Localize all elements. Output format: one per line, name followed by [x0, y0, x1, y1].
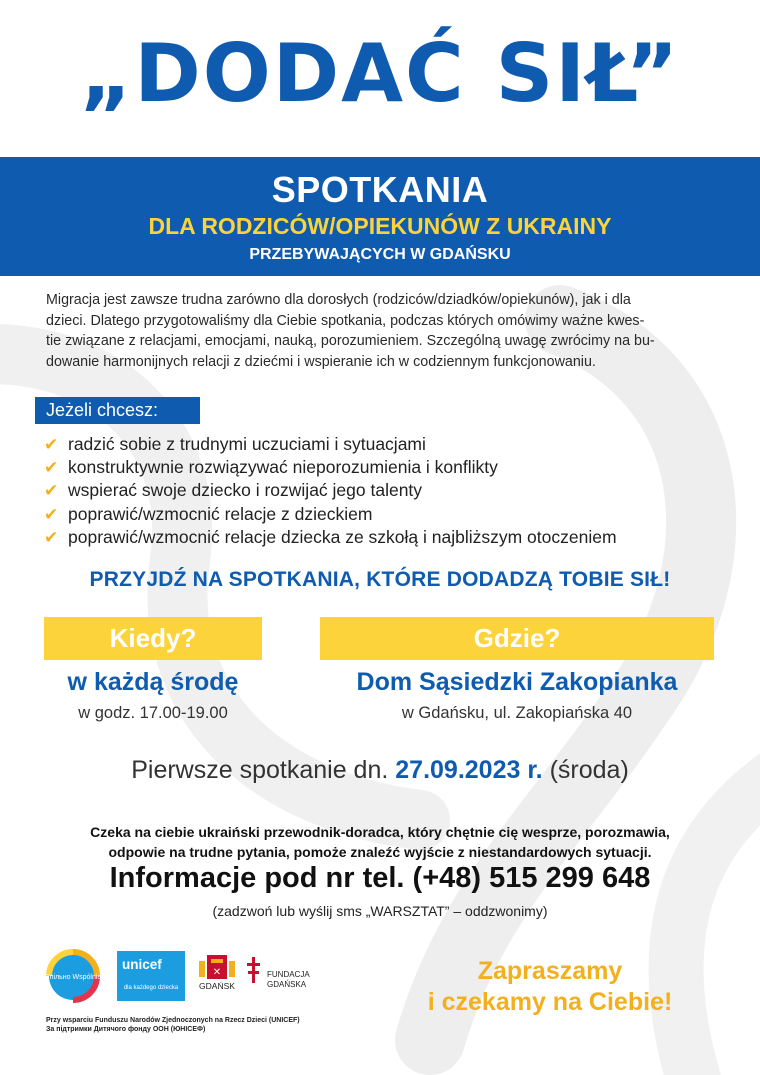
support-credit — [46, 1016, 346, 1034]
svg-text:✕: ✕ — [212, 967, 222, 978]
support-line: Przy wsparciu Funduszu Narodów Zjednoczonych na Rzecz Dzieci (UNICEF) — [46, 1017, 300, 1024]
phone-info: Informacje pod nr tel. (+48) 515 299 648 — [109, 862, 651, 894]
banner-subheadline: DLA RODZICÓW/OPIEKUNÓW Z UKRAINY — [148, 213, 612, 239]
fundacja-gdanska-icon — [245, 955, 263, 985]
spilno-logo-text: Спільно Wspólnie — [44, 974, 102, 981]
guide-description — [0, 822, 760, 862]
list-item-text: konstruktywnie rozwiązywać nieporozumienia i konflikty — [68, 457, 498, 478]
unicef-logo — [117, 951, 185, 1001]
banner-headline: SPOTKANIA — [271, 169, 489, 210]
list-item-text: radzić sobie z trudnymi uczuciami i sytuacjami — [68, 434, 426, 454]
checkmark-icon: ✔ — [44, 435, 59, 454]
where-value: Dom Sąsiedzki Zakopianka — [356, 668, 678, 696]
where-detail: w Gdańsku, ul. Zakopiańska 40 — [401, 704, 633, 722]
banner-subline: PRZEBYWAJĄCYCH W GDAŃSKU — [249, 246, 511, 263]
intro-line: Migracja jest zawsze trudna zarówno dla dorosłych (rodziców/dziadków/opiekunów), jak i dla — [46, 292, 631, 308]
invitation — [380, 956, 720, 1018]
intro-line: dowanie harmonijnych relacji z dziećmi i wspieranie ich w codziennym funkcjonowaniu. — [46, 353, 596, 370]
checkmark-icon: ✔ — [44, 504, 59, 524]
list-item — [44, 456, 734, 479]
fundacja-line: FUNDACJA — [267, 970, 310, 979]
gdansk-logo-text: GDAŃSK — [199, 981, 235, 991]
where-header: Gdzie? — [320, 617, 714, 660]
first-meeting-suffix: (środa) — [549, 756, 629, 784]
first-meeting — [0, 756, 760, 785]
list-item — [44, 433, 734, 456]
title-banner — [0, 157, 760, 276]
list-item — [44, 503, 734, 526]
checkmark-icon: ✔ — [44, 527, 59, 547]
invitation-line: i czekamy na Ciebie! — [427, 988, 673, 1016]
fundacja-line: GDAŃSKA — [267, 980, 307, 989]
benefits-list — [44, 433, 734, 549]
first-meeting-date: 27.09.2023 r. — [395, 756, 543, 784]
poster-title: „DODAĆ SIŁ” — [79, 27, 681, 120]
list-item-text: poprawić/wzmocnić relacje dziecka ze szkołą i najbliższym otoczeniem — [68, 526, 617, 547]
call-to-action: PRZYJDŹ NA SPOTKANIA, KTÓRE DODADZĄ TOBIE SIŁ! — [89, 568, 671, 591]
sms-note: (zadzwoń lub wyślij sms „WARSZTAT” – oddzwonimy) — [212, 903, 548, 919]
list-item — [44, 526, 734, 549]
guide-line: Czeka na ciebie ukraiński przewodnik-doradca, który chętnie cię wesprze, porozmawia, — [90, 824, 670, 840]
spilno-wspolnie-logo — [40, 943, 106, 1009]
list-item — [44, 479, 734, 502]
invitation-line: Zapraszamy — [477, 957, 623, 985]
support-line: За підтримки Дитячого фонду ООН (ЮНІСЕФ) — [46, 1026, 206, 1033]
first-meeting-prefix: Pierwsze spotkanie dn. — [131, 756, 389, 784]
list-item-text: wspierać swoje dziecko i rozwijać jego talenty — [68, 480, 423, 501]
unicef-logo-text: unicef — [122, 957, 162, 972]
guide-line: odpowie na trudne pytania, pomoże znaleźć wyjście z niestandardowych sytuacji. — [108, 844, 652, 860]
checkmark-icon: ✔ — [44, 481, 59, 501]
list-item-text: poprawić/wzmocnić relacje z dzieckiem — [68, 503, 373, 524]
if-you-want-label: Jeżeli chcesz: — [35, 397, 200, 424]
intro-line: dzieci. Dlatego przygotowaliśmy dla Ciebie spotkania, podczas których omówimy ważne kwes- — [46, 312, 645, 329]
fundacja-logo-text — [267, 970, 310, 990]
when-detail: w godz. 17.00-19.00 — [78, 704, 228, 722]
checkmark-icon: ✔ — [44, 458, 59, 478]
unicef-logo-subtext: dla każdego dziecka — [123, 985, 179, 991]
intro-paragraph — [46, 290, 714, 372]
when-value: w każdą środę — [67, 668, 239, 696]
intro-line: tie związane z relacjami, emocjami, nauką, porozumieniem. Szczególną uwagę zwrócimy na bu- — [46, 333, 655, 349]
when-header: Kiedy? — [44, 617, 262, 660]
